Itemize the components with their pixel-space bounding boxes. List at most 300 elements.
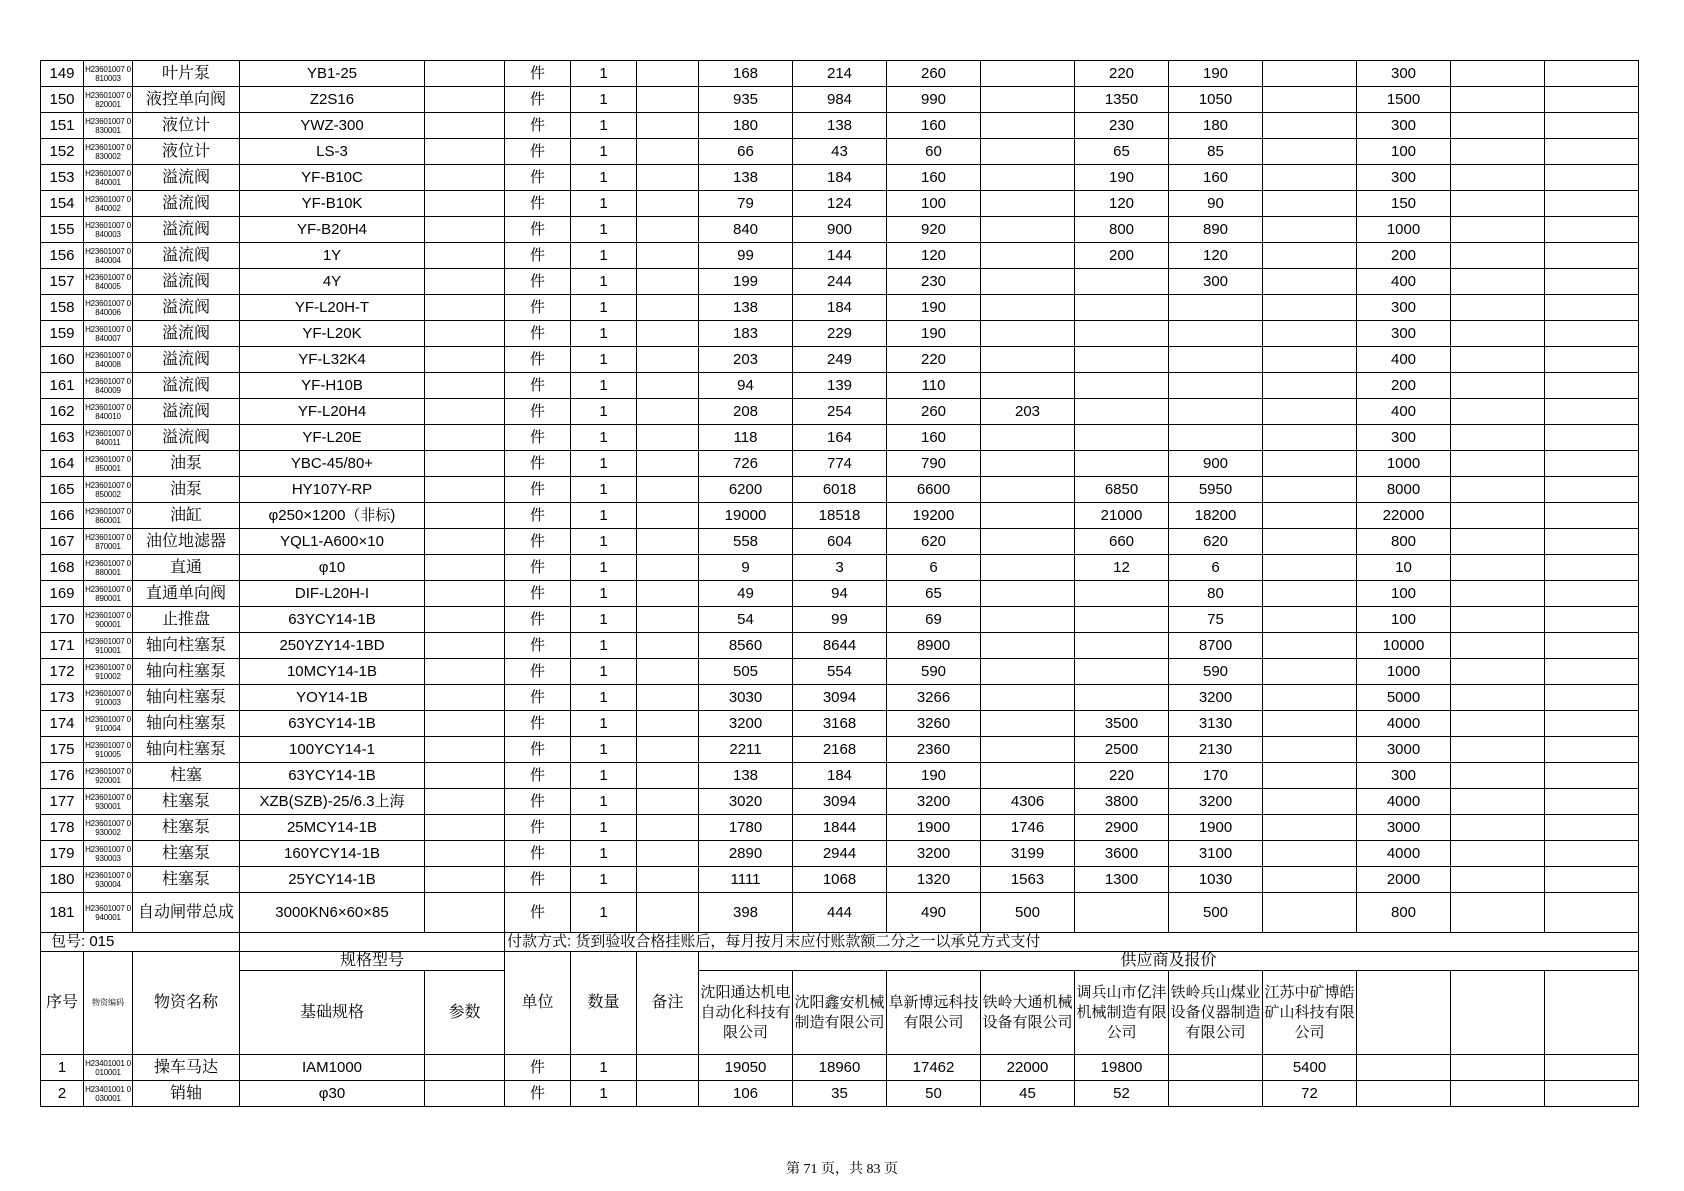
- supplier-price-1: 199: [699, 269, 793, 295]
- supplier-price-10: [1545, 633, 1639, 659]
- supplier-price-5: 19800: [1075, 1055, 1169, 1081]
- qty-cell: 1: [571, 555, 637, 581]
- supplier-price-3: 110: [887, 373, 981, 399]
- supplier-price-4: [981, 581, 1075, 607]
- param-cell: [425, 477, 505, 503]
- supplier-price-5: 2900: [1075, 815, 1169, 841]
- header-unit: 单位: [505, 952, 571, 1055]
- supplier-price-8: 1000: [1357, 659, 1451, 685]
- material-name: 油缸: [133, 503, 240, 529]
- qty-cell: 1: [571, 373, 637, 399]
- material-name: 轴向柱塞泵: [133, 633, 240, 659]
- supplier-price-6: 620: [1169, 529, 1263, 555]
- supplier-price-7: [1263, 841, 1357, 867]
- material-code: H23601007 0900001: [84, 607, 133, 633]
- supplier-price-1: 49: [699, 581, 793, 607]
- supplier-price-2: 1844: [793, 815, 887, 841]
- supplier-price-3: 230: [887, 269, 981, 295]
- supplier-price-6: 85: [1169, 139, 1263, 165]
- supplier-price-9: [1451, 295, 1545, 321]
- supplier-price-2: 138: [793, 113, 887, 139]
- supplier-price-1: 6200: [699, 477, 793, 503]
- supplier-price-2: 229: [793, 321, 887, 347]
- supplier-price-6: 300: [1169, 269, 1263, 295]
- param-cell: [425, 529, 505, 555]
- material-code: H23601007 0940001: [84, 893, 133, 933]
- supplier-price-9: [1451, 867, 1545, 893]
- supplier-price-4: 45: [981, 1081, 1075, 1107]
- param-cell: [425, 1081, 505, 1107]
- remark-cell: [637, 425, 699, 451]
- unit-cell: 件: [505, 165, 571, 191]
- unit-cell: 件: [505, 711, 571, 737]
- remark-cell: [637, 685, 699, 711]
- supplier-price-5: [1075, 607, 1169, 633]
- supplier-price-9: [1451, 503, 1545, 529]
- supplier-price-4: [981, 711, 1075, 737]
- material-name: 溢流阀: [133, 347, 240, 373]
- supplier-price-1: 94: [699, 373, 793, 399]
- supplier-price-8: 400: [1357, 347, 1451, 373]
- supplier-price-2: 18960: [793, 1055, 887, 1081]
- remark-cell: [637, 295, 699, 321]
- header-name: 物资名称: [133, 952, 240, 1055]
- table-row: [41, 867, 1639, 893]
- table-row: [41, 347, 1639, 373]
- unit-cell: 件: [505, 477, 571, 503]
- unit-cell: 件: [505, 581, 571, 607]
- qty-cell: 1: [571, 789, 637, 815]
- param-cell: [425, 841, 505, 867]
- supplier-price-6: 8700: [1169, 633, 1263, 659]
- table-row: [41, 61, 1639, 87]
- material-code: H23601007 0930004: [84, 867, 133, 893]
- remark-cell: [637, 451, 699, 477]
- supplier-price-8: 100: [1357, 581, 1451, 607]
- base-spec: 4Y: [240, 269, 425, 295]
- qty-cell: 1: [571, 893, 637, 933]
- remark-cell: [637, 607, 699, 633]
- table-row: [41, 139, 1639, 165]
- base-spec: YWZ-300: [240, 113, 425, 139]
- material-code: H23601007 0930003: [84, 841, 133, 867]
- supplier-price-1: 180: [699, 113, 793, 139]
- supplier-price-10: [1545, 61, 1639, 87]
- supplier-price-1: 505: [699, 659, 793, 685]
- qty-cell: 1: [571, 425, 637, 451]
- supplier-price-9: [1451, 217, 1545, 243]
- supplier-price-10: [1545, 555, 1639, 581]
- supplier-price-5: [1075, 373, 1169, 399]
- supplier-price-1: 935: [699, 87, 793, 113]
- table-row: [41, 607, 1639, 633]
- table-row: [41, 841, 1639, 867]
- supplier-price-10: [1545, 425, 1639, 451]
- supplier-price-1: 1780: [699, 815, 793, 841]
- supplier-price-6: 3100: [1169, 841, 1263, 867]
- supplier-price-9: [1451, 711, 1545, 737]
- supplier-price-7: [1263, 659, 1357, 685]
- supplier-price-10: [1545, 763, 1639, 789]
- supplier-price-7: [1263, 607, 1357, 633]
- material-name: 溢流阀: [133, 191, 240, 217]
- material-code: H23601007 0840007: [84, 321, 133, 347]
- supplier-name-9: [1451, 971, 1545, 1055]
- table-row: [41, 529, 1639, 555]
- remark-cell: [637, 243, 699, 269]
- table-row: [41, 503, 1639, 529]
- supplier-price-4: [981, 269, 1075, 295]
- param-cell: [425, 737, 505, 763]
- unit-cell: 件: [505, 607, 571, 633]
- qty-cell: 1: [571, 217, 637, 243]
- supplier-price-6: 1030: [1169, 867, 1263, 893]
- supplier-price-7: [1263, 503, 1357, 529]
- table-row: [41, 763, 1639, 789]
- supplier-price-1: 138: [699, 763, 793, 789]
- supplier-price-6: [1169, 1081, 1263, 1107]
- material-code: H23601007 0840005: [84, 269, 133, 295]
- supplier-price-10: [1545, 243, 1639, 269]
- param-cell: [425, 633, 505, 659]
- supplier-price-8: 300: [1357, 425, 1451, 451]
- supplier-price-5: 800: [1075, 217, 1169, 243]
- unit-cell: 件: [505, 1081, 571, 1107]
- supplier-price-3: 3200: [887, 789, 981, 815]
- supplier-price-4: 1563: [981, 867, 1075, 893]
- supplier-name-4: 铁岭大通机械设备有限公司: [981, 971, 1075, 1055]
- row-number: 153: [41, 165, 84, 191]
- qty-cell: 1: [571, 815, 637, 841]
- param-cell: [425, 243, 505, 269]
- row-number: 162: [41, 399, 84, 425]
- supplier-price-3: 160: [887, 113, 981, 139]
- row-number: 156: [41, 243, 84, 269]
- qty-cell: 1: [571, 399, 637, 425]
- material-code: H23601007 0830001: [84, 113, 133, 139]
- page-footer: 第 71 页，共 83 页: [786, 1162, 898, 1177]
- supplier-price-1: 9: [699, 555, 793, 581]
- supplier-price-5: 2500: [1075, 737, 1169, 763]
- unit-cell: 件: [505, 295, 571, 321]
- supplier-price-7: [1263, 295, 1357, 321]
- material-code: H23601007 0840001: [84, 165, 133, 191]
- material-code: H23601007 0910003: [84, 685, 133, 711]
- supplier-price-7: [1263, 113, 1357, 139]
- supplier-price-9: [1451, 139, 1545, 165]
- supplier-price-8: 8000: [1357, 477, 1451, 503]
- remark-cell: [637, 763, 699, 789]
- supplier-price-8: 10: [1357, 555, 1451, 581]
- supplier-price-5: 200: [1075, 243, 1169, 269]
- supplier-price-5: [1075, 685, 1169, 711]
- base-spec: XZB(SZB)-25/6.3上海: [240, 789, 425, 815]
- supplier-price-4: 500: [981, 893, 1075, 933]
- qty-cell: 1: [571, 1055, 637, 1081]
- supplier-price-4: [981, 373, 1075, 399]
- material-name: 柱塞: [133, 763, 240, 789]
- supplier-price-6: 1900: [1169, 815, 1263, 841]
- supplier-price-2: 35: [793, 1081, 887, 1107]
- supplier-price-8: 300: [1357, 61, 1451, 87]
- material-name: 叶片泵: [133, 61, 240, 87]
- supplier-price-2: 604: [793, 529, 887, 555]
- supplier-price-10: [1545, 737, 1639, 763]
- supplier-price-1: 99: [699, 243, 793, 269]
- row-number: 171: [41, 633, 84, 659]
- supplier-price-10: [1545, 607, 1639, 633]
- param-cell: [425, 295, 505, 321]
- supplier-price-10: [1545, 295, 1639, 321]
- material-name: 液位计: [133, 139, 240, 165]
- param-cell: [425, 139, 505, 165]
- row-number: 168: [41, 555, 84, 581]
- unit-cell: 件: [505, 659, 571, 685]
- supplier-price-9: [1451, 685, 1545, 711]
- unit-cell: 件: [505, 321, 571, 347]
- supplier-price-2: 244: [793, 269, 887, 295]
- material-name: 轴向柱塞泵: [133, 737, 240, 763]
- material-name: 柱塞泵: [133, 867, 240, 893]
- row-number: 180: [41, 867, 84, 893]
- supplier-price-5: 230: [1075, 113, 1169, 139]
- supplier-price-2: 18518: [793, 503, 887, 529]
- supplier-price-4: [981, 191, 1075, 217]
- table-row: [41, 217, 1639, 243]
- supplier-price-2: 94: [793, 581, 887, 607]
- supplier-price-9: [1451, 1055, 1545, 1081]
- row-number: 161: [41, 373, 84, 399]
- param-cell: [425, 815, 505, 841]
- supplier-price-4: [981, 295, 1075, 321]
- base-spec: 250YZY14-1BD: [240, 633, 425, 659]
- supplier-price-9: [1451, 399, 1545, 425]
- supplier-price-5: 12: [1075, 555, 1169, 581]
- supplier-price-7: 5400: [1263, 1055, 1357, 1081]
- supplier-price-3: 65: [887, 581, 981, 607]
- unit-cell: 件: [505, 1055, 571, 1081]
- param-cell: [425, 425, 505, 451]
- supplier-price-6: 5950: [1169, 477, 1263, 503]
- base-spec: YF-B10K: [240, 191, 425, 217]
- remark-cell: [637, 659, 699, 685]
- supplier-price-6: 3130: [1169, 711, 1263, 737]
- supplier-price-2: 8644: [793, 633, 887, 659]
- material-code: H23401001 0030001: [84, 1081, 133, 1107]
- supplier-price-4: [981, 217, 1075, 243]
- base-spec: YF-B20H4: [240, 217, 425, 243]
- remark-cell: [637, 399, 699, 425]
- supplier-price-6: [1169, 321, 1263, 347]
- qty-cell: 1: [571, 503, 637, 529]
- material-name: 液控单向阀: [133, 87, 240, 113]
- supplier-price-3: 19200: [887, 503, 981, 529]
- supplier-price-9: [1451, 529, 1545, 555]
- supplier-price-8: 3000: [1357, 815, 1451, 841]
- param-cell: [425, 165, 505, 191]
- material-code: H23601007 0840009: [84, 373, 133, 399]
- row-number: 179: [41, 841, 84, 867]
- material-code: H23601007 0910004: [84, 711, 133, 737]
- base-spec: 160YCY14-1B: [240, 841, 425, 867]
- material-name: 柱塞泵: [133, 789, 240, 815]
- base-spec: YF-B10C: [240, 165, 425, 191]
- supplier-price-3: 1320: [887, 867, 981, 893]
- remark-cell: [637, 269, 699, 295]
- supplier-price-1: 19000: [699, 503, 793, 529]
- base-spec: YF-L20H-T: [240, 295, 425, 321]
- supplier-price-3: 50: [887, 1081, 981, 1107]
- supplier-price-9: [1451, 841, 1545, 867]
- supplier-price-6: [1169, 373, 1263, 399]
- remark-cell: [637, 477, 699, 503]
- supplier-price-7: [1263, 867, 1357, 893]
- table-row: [41, 321, 1639, 347]
- supplier-price-3: 69: [887, 607, 981, 633]
- row-number: 155: [41, 217, 84, 243]
- qty-cell: 1: [571, 1081, 637, 1107]
- supplier-price-10: [1545, 139, 1639, 165]
- qty-cell: 1: [571, 529, 637, 555]
- material-name: 溢流阀: [133, 399, 240, 425]
- supplier-price-8: 4000: [1357, 711, 1451, 737]
- base-spec: φ30: [240, 1081, 425, 1107]
- supplier-price-1: 3030: [699, 685, 793, 711]
- material-code: H23601007 0850002: [84, 477, 133, 503]
- supplier-price-2: 774: [793, 451, 887, 477]
- table-row: [41, 711, 1639, 737]
- supplier-price-5: [1075, 347, 1169, 373]
- unit-cell: 件: [505, 451, 571, 477]
- supplier-price-10: [1545, 841, 1639, 867]
- param-cell: [425, 347, 505, 373]
- package-blank: [240, 933, 505, 952]
- supplier-price-8: 100: [1357, 139, 1451, 165]
- material-name: 柱塞泵: [133, 815, 240, 841]
- supplier-price-6: 160: [1169, 165, 1263, 191]
- base-spec: YB1-25: [240, 61, 425, 87]
- supplier-price-9: [1451, 659, 1545, 685]
- supplier-price-4: 22000: [981, 1055, 1075, 1081]
- remark-cell: [637, 581, 699, 607]
- supplier-price-4: 203: [981, 399, 1075, 425]
- row-number: 177: [41, 789, 84, 815]
- material-name: 直通: [133, 555, 240, 581]
- supplier-price-1: 79: [699, 191, 793, 217]
- remark-cell: [637, 61, 699, 87]
- remark-cell: [637, 555, 699, 581]
- supplier-price-8: 10000: [1357, 633, 1451, 659]
- material-code: H23601007 0850001: [84, 451, 133, 477]
- header-qty: 数量: [571, 952, 637, 1055]
- remark-cell: [637, 893, 699, 933]
- material-code: H23601007 0840011: [84, 425, 133, 451]
- param-cell: [425, 87, 505, 113]
- supplier-price-5: 6850: [1075, 477, 1169, 503]
- supplier-price-5: [1075, 425, 1169, 451]
- supplier-price-9: [1451, 737, 1545, 763]
- table-row: [41, 191, 1639, 217]
- param-cell: [425, 763, 505, 789]
- table-row: [41, 555, 1639, 581]
- table-row: [41, 815, 1639, 841]
- header-code: 物资编码: [84, 952, 133, 1055]
- supplier-price-3: 160: [887, 165, 981, 191]
- table-body: [41, 61, 1639, 1107]
- supplier-price-5: 660: [1075, 529, 1169, 555]
- supplier-price-7: [1263, 633, 1357, 659]
- supplier-price-3: 6600: [887, 477, 981, 503]
- supplier-price-6: 590: [1169, 659, 1263, 685]
- supplier-price-5: [1075, 581, 1169, 607]
- supplier-price-6: 3200: [1169, 789, 1263, 815]
- supplier-price-9: [1451, 555, 1545, 581]
- supplier-price-1: 1111: [699, 867, 793, 893]
- supplier-price-3: 8900: [887, 633, 981, 659]
- param-cell: [425, 269, 505, 295]
- row-number: 159: [41, 321, 84, 347]
- row-number: 176: [41, 763, 84, 789]
- supplier-price-8: 1500: [1357, 87, 1451, 113]
- supplier-price-8: 800: [1357, 529, 1451, 555]
- supplier-price-7: [1263, 451, 1357, 477]
- supplier-price-6: [1169, 347, 1263, 373]
- supplier-price-7: [1263, 529, 1357, 555]
- unit-cell: 件: [505, 373, 571, 399]
- qty-cell: 1: [571, 113, 637, 139]
- supplier-price-1: 106: [699, 1081, 793, 1107]
- supplier-price-1: 138: [699, 295, 793, 321]
- param-cell: [425, 555, 505, 581]
- supplier-price-9: [1451, 477, 1545, 503]
- supplier-price-3: 620: [887, 529, 981, 555]
- qty-cell: 1: [571, 763, 637, 789]
- base-spec: 25YCY14-1B: [240, 867, 425, 893]
- supplier-price-2: 444: [793, 893, 887, 933]
- base-spec: Z2S16: [240, 87, 425, 113]
- supplier-price-6: 190: [1169, 61, 1263, 87]
- header-seq: 序号: [41, 952, 84, 1055]
- supplier-price-4: [981, 685, 1075, 711]
- supplier-price-8: 300: [1357, 113, 1451, 139]
- supplier-price-6: 120: [1169, 243, 1263, 269]
- supplier-price-4: [981, 555, 1075, 581]
- supplier-price-4: 3199: [981, 841, 1075, 867]
- supplier-price-5: 220: [1075, 61, 1169, 87]
- material-name: 轴向柱塞泵: [133, 711, 240, 737]
- supplier-price-5: [1075, 633, 1169, 659]
- param-cell: [425, 399, 505, 425]
- supplier-price-7: [1263, 555, 1357, 581]
- supplier-price-2: 554: [793, 659, 887, 685]
- qty-cell: 1: [571, 685, 637, 711]
- supplier-price-10: [1545, 711, 1639, 737]
- supplier-price-1: 168: [699, 61, 793, 87]
- supplier-price-4: [981, 477, 1075, 503]
- supplier-price-3: 120: [887, 243, 981, 269]
- supplier-name-6: 铁岭兵山煤业设备仪器制造有限公司: [1169, 971, 1263, 1055]
- unit-cell: 件: [505, 347, 571, 373]
- supplier-price-6: 900: [1169, 451, 1263, 477]
- supplier-price-10: [1545, 399, 1639, 425]
- unit-cell: 件: [505, 529, 571, 555]
- remark-cell: [637, 113, 699, 139]
- base-spec: YF-L20K: [240, 321, 425, 347]
- supplier-price-10: [1545, 815, 1639, 841]
- supplier-price-8: 5000: [1357, 685, 1451, 711]
- table-row: [41, 789, 1639, 815]
- supplier-price-1: 118: [699, 425, 793, 451]
